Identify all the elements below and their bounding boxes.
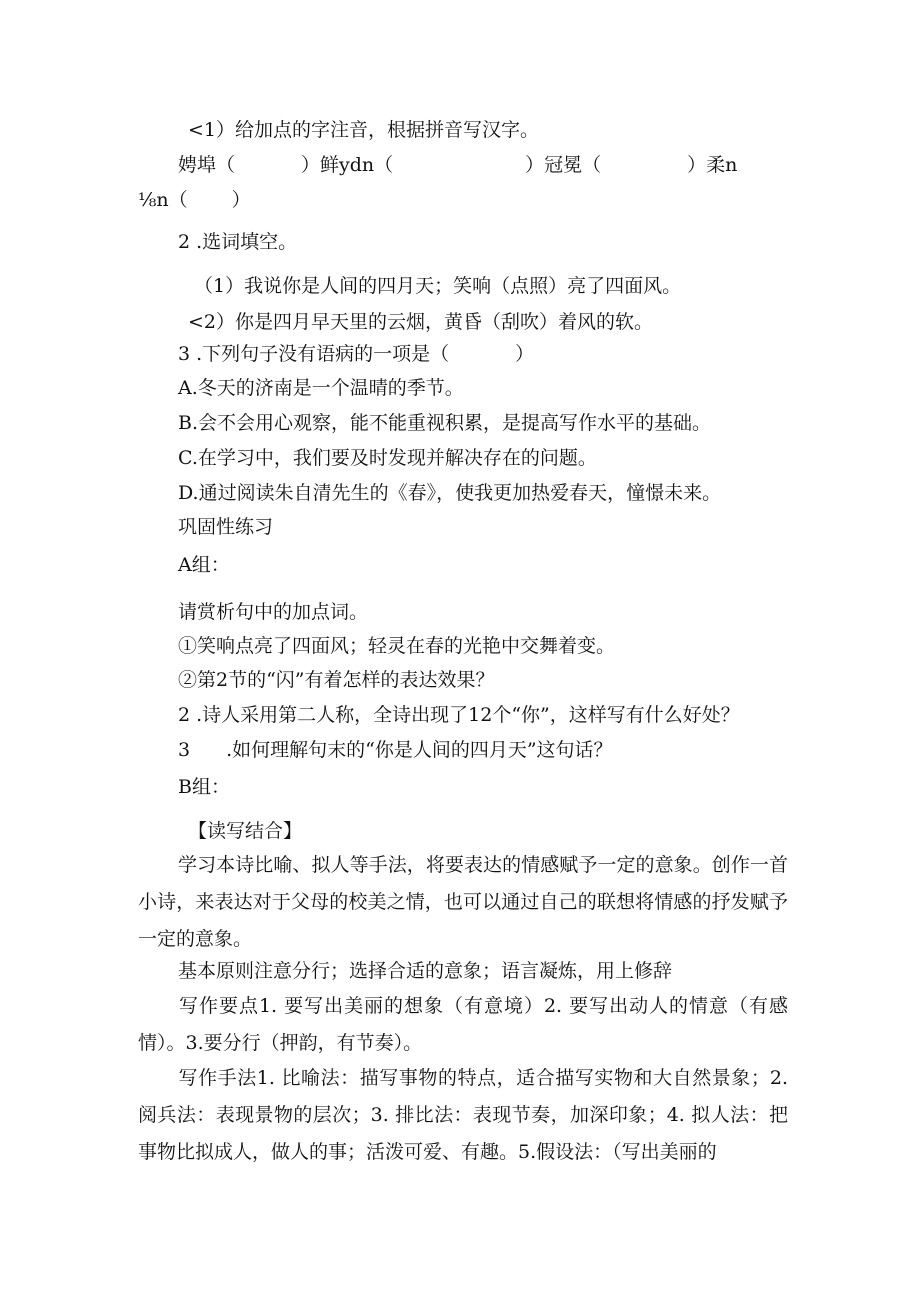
- practice-item-3: 2 .诗人采用第二人称，全诗出现了12个“你”，这样写有什么好处？: [178, 704, 740, 726]
- practice-item-1: ①笑响点亮了四面风；轻灵在春的光艳中交舞着变。: [178, 635, 616, 657]
- reading-writing-paragraph-2: [138, 953, 788, 990]
- reading-writing-title: 【读写结合】: [188, 820, 303, 842]
- practice-item-4-number: 3: [178, 739, 191, 761]
- practice-intro: 请赏析句中的加点词。: [178, 601, 369, 623]
- question-1-instruction: <1）给加点的字注音，根据拼音写汉字。: [188, 119, 540, 141]
- blank-1-label: 娉埠（: [178, 154, 236, 176]
- practice-item-2: ②第2节的“闪”有着怎样的表达效果？: [178, 669, 495, 691]
- blank-4-label: ）柔n: [687, 154, 738, 176]
- blank-5-close: ）: [231, 189, 251, 211]
- paragraph-2-text: 基本原则注意分行；选择合适的意象；语言凝炼，用上修辞: [178, 960, 673, 982]
- question-1-row-1: [178, 156, 737, 175]
- group-b-label: B组：: [178, 776, 230, 798]
- question-3-close: ）: [515, 343, 535, 365]
- question-3-text: 3 .下列句子没有语病的一项是（: [178, 343, 450, 365]
- reading-writing-paragraph-3: [138, 988, 788, 1062]
- group-a-label: A组：: [178, 554, 230, 576]
- reading-writing-paragraph-4: [138, 1060, 788, 1171]
- question-1-row-2: [138, 191, 251, 210]
- reading-writing-paragraph-1: [138, 847, 788, 958]
- question-3-option-c: C.在学习中，我们要及时发现并解决存在的问题。: [178, 447, 597, 469]
- blank-5-label: ⅛n（: [138, 189, 188, 211]
- question-3-option-d: D.通过阅读朱自清先生的《春》，使我更加热爱春天，憧憬未来。: [178, 482, 722, 504]
- question-2-item-2: <2）你是四月早天里的云烟，黄昏（刮吹）着风的软。: [188, 311, 654, 333]
- practice-item-4-text: .如何理解句末的“你是人间的四月天”这句话？: [226, 739, 613, 761]
- question-2-instruction: 2 .选词填空。: [178, 231, 298, 253]
- paragraph-3-text: 写作要点1. 要写出美丽的想象（有意境）2. 要写出动人的情意（有感情）。3.要分行（押韵，有节奏）。: [138, 995, 788, 1054]
- question-3-option-b: B.会不会用心观察，能不能重视积累，是提高写作水平的基础。: [178, 412, 712, 434]
- blank-3-label: ）冠冕（: [525, 154, 602, 176]
- practice-title: 巩固性练习: [178, 516, 274, 538]
- paragraph-1-text: 学习本诗比喻、拟人等手法，将要表达的情感赋予一定的意象。创作一首小诗，来表达对于父母的校美之情，也可以通过自己的联想将情感的抒发赋予一定的意象。: [138, 854, 788, 950]
- practice-item-4: [178, 741, 613, 760]
- paragraph-4-text: 写作手法1. 比喻法：描写事物的特点，适合描写实物和大自然景象；2.阅兵法：表现景物的层次；3. 排比法：表现节奏，加深印象；4. 拟人法：把事物比拟成人，做人的事；活泼可爱、有趣。5.假设法：（写出美丽的: [138, 1067, 788, 1163]
- blank-2-label: ）鲜ydn（: [301, 154, 394, 176]
- question-3-option-a: A.冬天的济南是一个温晴的季节。: [178, 377, 464, 399]
- question-2-item-1: （1）我说你是人间的四月天；笑响（点照）亮了四面风。: [194, 275, 682, 297]
- question-3-stem: [178, 345, 534, 364]
